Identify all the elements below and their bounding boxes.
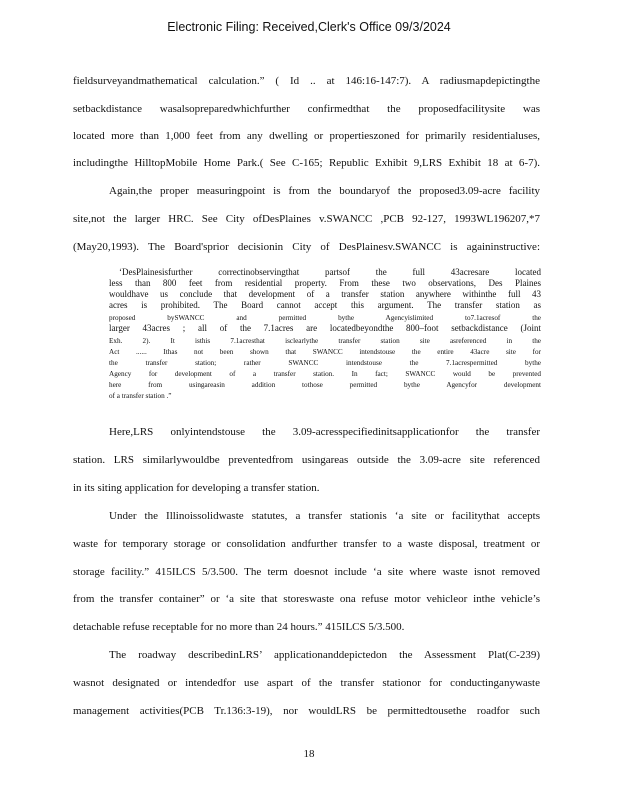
quote-line: here from usingareasin addition tothose permitted bythe Agencyfor development [109,381,541,389]
quote-line: wouldhave us conclude that development of a transfer station anywhere withinthe full 43 [109,289,541,299]
quote-line: Exh. 2). It isthis 7.1acresthat isclearlythe transfer station site asreferenced in the [109,337,541,345]
body-line: site,not the larger HRC. See City ofDesPlaines v.SWANCC ,PCB 92-127, 1993WL196207,*7 [73,213,540,225]
quote-line: Agency for development of a transfer station. In fact; SWANCC would be prevented [109,370,541,378]
body-line: wasnot designated or intendedfor use aspart of the transfer stationor for conductinganywaste [73,677,540,689]
filing-header: Electronic Filing: Received,Clerk's Office 09/3/2024 [167,20,451,34]
body-line: storage facility.” 415ILCS 5/3.500. The term doesnot include ‘a site where waste isnot removed [73,566,540,578]
body-line: station. LRS similarlywouldbe preventedfrom usingareas outside the 3.09-acre site referenced [73,454,540,466]
quote-line: of a transfer station .” [109,392,172,400]
body-line: in its siting application for developing a transfer station. [73,482,320,494]
body-line: (May20,1993). The Board'sprior decisionin City of DesPlainesv.SWANCC is againinstructive: [73,241,540,253]
body-line: setbackdistance wasalsopreparedwhichfurther confirmedthat the proposedfacilitysite was [73,103,540,115]
body-line: fieldsurveyandmathematical calculation.” ( Id .. at 146:16-147:7). A radiusmapdepictingthe [73,75,540,87]
body-line: Here,LRS onlyintendstouse the 3.09-acresspecifiedinitsapplicationfor the transfer [109,426,540,438]
body-line: detachable refuse receptable for no more than 24 hours.” 415ILCS 5/3.500. [73,621,405,633]
body-line: management activities(PCB Tr.136:3-19), nor wouldLRS be permittedtousethe roadfor such [73,705,540,717]
body-line: The roadway describedinLRS’ applicationanddepictedon the Assessment Plat(C-239) [109,649,540,661]
quote-line: less than 800 feet from residential property. From these two observations, Des Plaines [109,278,541,288]
quote-line: larger 43acres ; all of the 7.1acres are locatedbeyondthe 800–foot setbackdistance (Joint [109,323,541,333]
body-line: Again,the proper measuringpoint is from the boundaryof the proposed3.09-acre facility [109,185,540,197]
body-line: waste for temporary storage or consolidation andfurther transfer to a waste disposal, treatment or [73,538,540,550]
quote-line: proposed bySWANCC and permitted bythe Agencyislimited to7.1acresof the [109,314,541,322]
quote-line: acres is prohibited. The Board cannot accept this argument. The transfer station as [109,300,541,310]
body-line: includingthe HilltopMobile Home Park.( See C-165; Republic Exhibit 9,LRS Exhibit 18 at 6-7). [73,157,540,169]
body-line: from the transfer container” or ‘a site that storeswaste ona refuse motor vehicleor inthe vehicle’s [73,593,540,605]
quote-line: the transfer station; rather SWANCC intendstouse the 7.1acrespermitted bythe [109,359,541,367]
body-line: located more than 1,000 feet from any dwelling or propertieszoned for primarily residentialuses, [73,130,540,142]
quote-line: ‘DesPlainesisfurther correctinobservingthat partsof the full 43acresare located [119,267,541,277]
body-line: Under the Illinoissolidwaste statutes, a transfer stationis ‘a site or facilitythat accepts [109,510,540,522]
quote-line: Act ...... Ithas not been shown that SWANCC intendstouse the entire 43acre site for [109,348,541,356]
page-number: 18 [303,748,315,760]
